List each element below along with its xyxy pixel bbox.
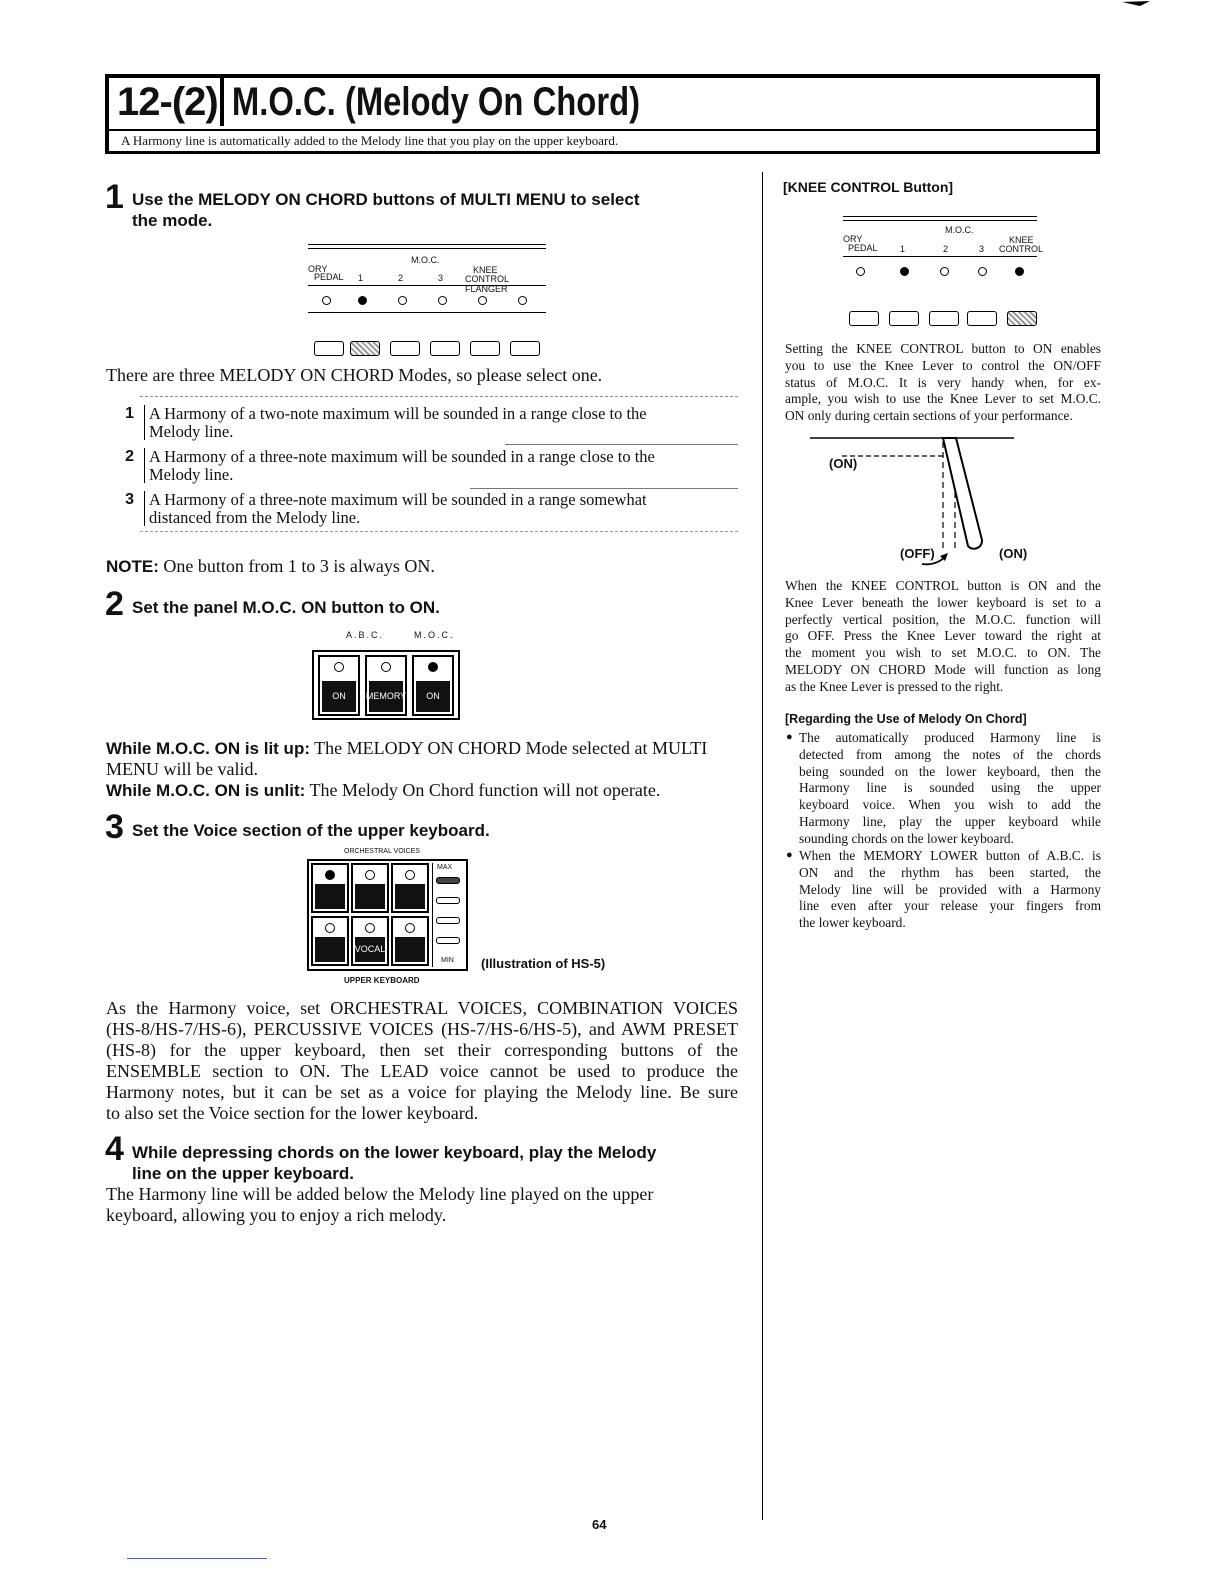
- para-line: go OFF. Press the Knee Lever toward the right at: [785, 628, 1101, 644]
- lamp: [428, 662, 438, 672]
- lamp-knee: [478, 296, 487, 305]
- slider-max-label: MAX: [437, 864, 453, 871]
- para-line: line even after your release your fingers from: [799, 898, 1101, 914]
- lamp-knee: [1015, 267, 1024, 276]
- step1-heading: [132, 189, 742, 231]
- step4-heading-line2: line on the upper keyboard.: [132, 1164, 354, 1183]
- para-line: Harmony line, play the upper keyboard while: [799, 813, 1101, 829]
- lamp: [405, 870, 415, 880]
- col-knee: KNEE: [1009, 235, 1034, 245]
- lamp-2: [398, 296, 407, 305]
- unlit-line: [106, 780, 746, 801]
- mode-divider: [505, 444, 738, 445]
- page-number: 64: [592, 1517, 607, 1532]
- voice-panel: [307, 859, 468, 971]
- mode-desc: [144, 491, 738, 526]
- orchestral-voices-label: ORCHESTRAL VOICES: [344, 848, 420, 855]
- step2-heading: Set the panel M.O.C. ON button to ON.: [132, 598, 440, 617]
- moc-group-label: M.O.C.: [411, 255, 440, 265]
- para-line: keyboard voice. When you wish to add the: [799, 797, 1101, 813]
- lit-label: While M.O.C. ON is lit up:: [106, 739, 310, 758]
- button-label: VOCAL: [355, 937, 385, 962]
- flanger-button[interactable]: [510, 341, 540, 356]
- step3-paragraph: [106, 998, 738, 1124]
- mode-desc-line: Melody line.: [149, 421, 234, 441]
- step1-intro: There are three MELODY ON CHORD Modes, so please select one.: [106, 365, 603, 385]
- lamp-pedal: [322, 296, 331, 305]
- lever-off-label: (OFF): [900, 546, 935, 561]
- abc-label: A.B.C.: [346, 630, 385, 640]
- para-line: sounding chords on the lower keyboard.: [799, 830, 1014, 846]
- mode-desc-line: A Harmony of a three-note maximum will be sounded in a range close to the: [149, 447, 655, 466]
- lamp: [405, 923, 415, 933]
- para-line: detected from among the notes of the chords: [799, 746, 1101, 762]
- moc-on-button[interactable]: [412, 655, 454, 716]
- lamp: [325, 923, 335, 933]
- step1-note: [106, 556, 435, 577]
- para-line: When the KNEE CONTROL button is ON and the: [785, 578, 1101, 593]
- button-label: [395, 884, 425, 909]
- mode-row-1: [110, 405, 738, 445]
- moc-2-button[interactable]: [390, 341, 420, 356]
- chapter-title: M.O.C. (Melody On Chord): [231, 80, 641, 124]
- para-line: The Harmony line will be added below the Melody line played on the upper: [106, 1184, 654, 1204]
- bullet-icon: ●: [786, 849, 793, 861]
- unlit-label: While M.O.C. ON is unlit:: [106, 781, 306, 800]
- para-line: As the Harmony voice, set ORCHESTRAL VOICES, COMBINATION VOICES: [106, 998, 738, 1018]
- lamp-2: [940, 267, 949, 276]
- col-pedal: PEDAL: [848, 243, 878, 253]
- lit-text2: MENU will be valid.: [106, 759, 258, 779]
- col-1: 1: [900, 244, 906, 254]
- step4-heading: [132, 1142, 742, 1184]
- lever-on-right-label: (ON): [999, 546, 1028, 561]
- col-3: 3: [979, 244, 985, 254]
- lamp: [334, 662, 344, 672]
- moc-1-button[interactable]: [889, 311, 919, 326]
- slider-knob-icon[interactable]: [436, 877, 460, 884]
- voice-button-6[interactable]: [391, 916, 429, 966]
- volume-slider[interactable]: [432, 863, 463, 967]
- step3-heading: Set the Voice section of the upper keyboard.: [132, 821, 490, 840]
- para-line: Harmony notes, but it can be set as a voice for playing the Melody line. Be sure: [106, 1082, 738, 1102]
- mode-row-3: [110, 491, 738, 531]
- voice-button-2[interactable]: [351, 863, 389, 913]
- para-line: you to use the Knee Lever to control the ON/OFF: [785, 357, 1101, 373]
- moc-pedal-button[interactable]: [314, 341, 344, 356]
- moc-group-label: M.O.C.: [945, 225, 974, 235]
- step2-lit: [106, 738, 746, 801]
- voice-button-vocal[interactable]: [351, 916, 389, 966]
- col-ory: ORY: [308, 264, 328, 274]
- mode-num: 2: [125, 448, 134, 465]
- para-line: to also set the Voice section for the lower keyboard.: [106, 1103, 479, 1123]
- lamp: [325, 870, 335, 880]
- lit-line: [106, 738, 746, 759]
- moc-3-button[interactable]: [967, 311, 997, 326]
- slider-tick-icon: [436, 917, 460, 924]
- upper-keyboard-label: UPPER KEYBOARD: [344, 976, 420, 985]
- para-line: Knee Lever beneath the lower keyboard is set to a: [785, 594, 1101, 610]
- lever-on-top-label: (ON): [829, 456, 858, 471]
- mode-desc-line: distanced from the Melody line.: [149, 507, 361, 527]
- mode-num: 1: [125, 405, 134, 422]
- footer-line: [127, 1558, 267, 1559]
- para-line: the lower keyboard.: [799, 915, 906, 931]
- lamp: [365, 870, 375, 880]
- chapter-header: [105, 74, 1100, 154]
- lamp-1: [358, 296, 367, 305]
- header-divider: [109, 129, 1096, 131]
- note-text: One button from 1 to 3 is always ON.: [158, 556, 435, 576]
- lamp-3: [438, 296, 447, 305]
- chapter-subtitle: A Harmony line is automatically added to the Melody line that you play on the upper keyboard.: [121, 133, 619, 148]
- mode-desc-line: A Harmony of a two-note maximum will be sounded in a range close to the: [149, 404, 647, 423]
- lamp-flanger: [518, 296, 527, 305]
- para-line: Melody line will be provided with a Harmony: [799, 881, 1101, 897]
- abc-on-button[interactable]: [318, 655, 360, 716]
- chapter-number: 12-(2): [109, 78, 224, 126]
- mode-row-2: [110, 448, 738, 488]
- lamp: [381, 662, 391, 672]
- col-ory: ORY: [843, 234, 863, 244]
- step4-number: 4: [105, 1130, 124, 1168]
- knee-panel-diagram: [843, 216, 1044, 284]
- para-line: When the MEMORY LOWER button of A.B.C. is: [799, 848, 1101, 863]
- regarding-bullet-1: [799, 730, 1101, 848]
- lamp-3: [978, 267, 987, 276]
- para-line: (HS-8/HS-7/HS-6), PERCUSSIVE VOICES (HS-7/HS-6/HS-5), and AWM PRESET: [106, 1019, 738, 1039]
- para-line: Harmony line is sounded using the upper: [799, 780, 1101, 796]
- lamp: [365, 923, 375, 933]
- mode-desc: [144, 405, 738, 440]
- col-2: 2: [943, 244, 949, 254]
- knee-paragraph-2: [785, 578, 1101, 696]
- para-line: keyboard, allowing you to enjoy a rich melody.: [106, 1205, 447, 1225]
- moc-3-button[interactable]: [430, 341, 460, 356]
- corner-mark-icon: [1122, 0, 1152, 12]
- para-line: perfectly vertical position, the M.O.C. function will: [785, 611, 1101, 627]
- step1-heading-line2: the mode.: [132, 211, 213, 230]
- bullet-icon: ●: [786, 731, 793, 743]
- col-control: CONTROL: [999, 244, 1044, 254]
- moc-pedal-button[interactable]: [849, 311, 879, 326]
- regarding-bullet-2: [799, 848, 1101, 932]
- para-line: being sounded on the lower keyboard, then the: [799, 763, 1101, 779]
- mode-desc-line: Melody line.: [149, 464, 234, 484]
- button-label: [315, 937, 345, 962]
- illustration-caption: (Illustration of HS-5): [481, 956, 606, 971]
- step2-number: 2: [105, 585, 124, 623]
- mode-desc-line: A Harmony of a three-note maximum will be sounded in a range somewhat: [149, 490, 647, 509]
- para-line: (HS-8) for the upper keyboard, then set their corresponding buttons of the: [106, 1040, 738, 1060]
- para-line: ON only during certain sections of your performance.: [785, 408, 1073, 424]
- button-label: [355, 884, 385, 909]
- para-line: Setting the KNEE CONTROL button to ON enables: [785, 341, 1101, 356]
- voice-button-3[interactable]: [391, 863, 429, 913]
- para-line: the moment you wish to set M.O.C. to ON. The: [785, 645, 1101, 661]
- step1-heading-line1: Use the MELODY ON CHORD buttons of MULTI MENU to select: [132, 190, 640, 209]
- mode-table-bottom: [140, 531, 738, 532]
- button-label: ON: [416, 681, 450, 712]
- para-line: ample, you wish to use the Knee Lever to set M.O.C.: [785, 391, 1101, 407]
- regarding-heading: [Regarding the Use of Melody On Chord]: [785, 712, 1027, 726]
- knee-paragraph: [785, 341, 1101, 425]
- step1-number: 1: [105, 178, 124, 216]
- knee-control-button[interactable]: [470, 341, 500, 356]
- col-2: 2: [398, 273, 404, 283]
- step4-paragraph: [106, 1184, 738, 1226]
- para-line: ENSEMBLE section to ON. The LEAD voice cannot be used to produce the: [106, 1061, 738, 1081]
- col-3: 3: [438, 273, 444, 283]
- mode-divider: [470, 488, 738, 489]
- step3-number: 3: [105, 808, 124, 846]
- lit-text: The MELODY ON CHORD Mode selected at MULTI: [310, 738, 708, 758]
- step4-heading-line1: While depressing chords on the lower keyboard, play the Melody: [132, 1143, 657, 1162]
- moc-2-button[interactable]: [929, 311, 959, 326]
- lamp-1: [900, 267, 909, 276]
- voice-button-1[interactable]: [311, 863, 349, 913]
- slider-tick-icon: [436, 937, 460, 944]
- para-line: status of M.O.C. It is very handy when, for ex-: [785, 374, 1101, 390]
- voice-button-4[interactable]: [311, 916, 349, 966]
- para-line: MELODY ON CHORD Mode will function as long: [785, 661, 1101, 677]
- button-label: [315, 884, 345, 909]
- col-knee: KNEE: [473, 265, 498, 275]
- moc-label: M.O.C.: [414, 630, 455, 640]
- mode-num: 3: [125, 491, 134, 508]
- knee-control-button[interactable]: [1007, 311, 1037, 326]
- moc-1-button[interactable]: [350, 341, 380, 356]
- unlit-text: The Melody On Chord function will not operate.: [305, 780, 661, 800]
- col-pedal: PEDAL: [314, 272, 344, 282]
- button-label: MEMORY: [369, 681, 403, 712]
- mode-table-top: [140, 396, 738, 397]
- button-label: ON: [322, 681, 356, 712]
- para-line: as the Knee Lever is pressed to the right.: [785, 678, 1004, 694]
- para-line: The automatically produced Harmony line is: [799, 730, 1101, 745]
- knee-heading: [KNEE CONTROL Button]: [783, 179, 954, 195]
- col-1: 1: [358, 273, 364, 283]
- mode-desc: [144, 448, 738, 483]
- para-line: ON and the rhythm has been started, the: [799, 864, 1101, 880]
- lamp-pedal: [856, 267, 865, 276]
- moc-on-panel: [312, 650, 460, 720]
- slider-tick-icon: [436, 897, 460, 904]
- col-control-flanger: CONTROL FLANGER: [465, 274, 509, 294]
- slider-min-label: MIN: [441, 957, 454, 964]
- column-divider: [762, 172, 763, 1520]
- note-label: NOTE:: [106, 557, 159, 576]
- moc-panel-diagram: [308, 244, 546, 314]
- abc-memory-button[interactable]: [365, 655, 407, 716]
- button-label: [395, 937, 425, 962]
